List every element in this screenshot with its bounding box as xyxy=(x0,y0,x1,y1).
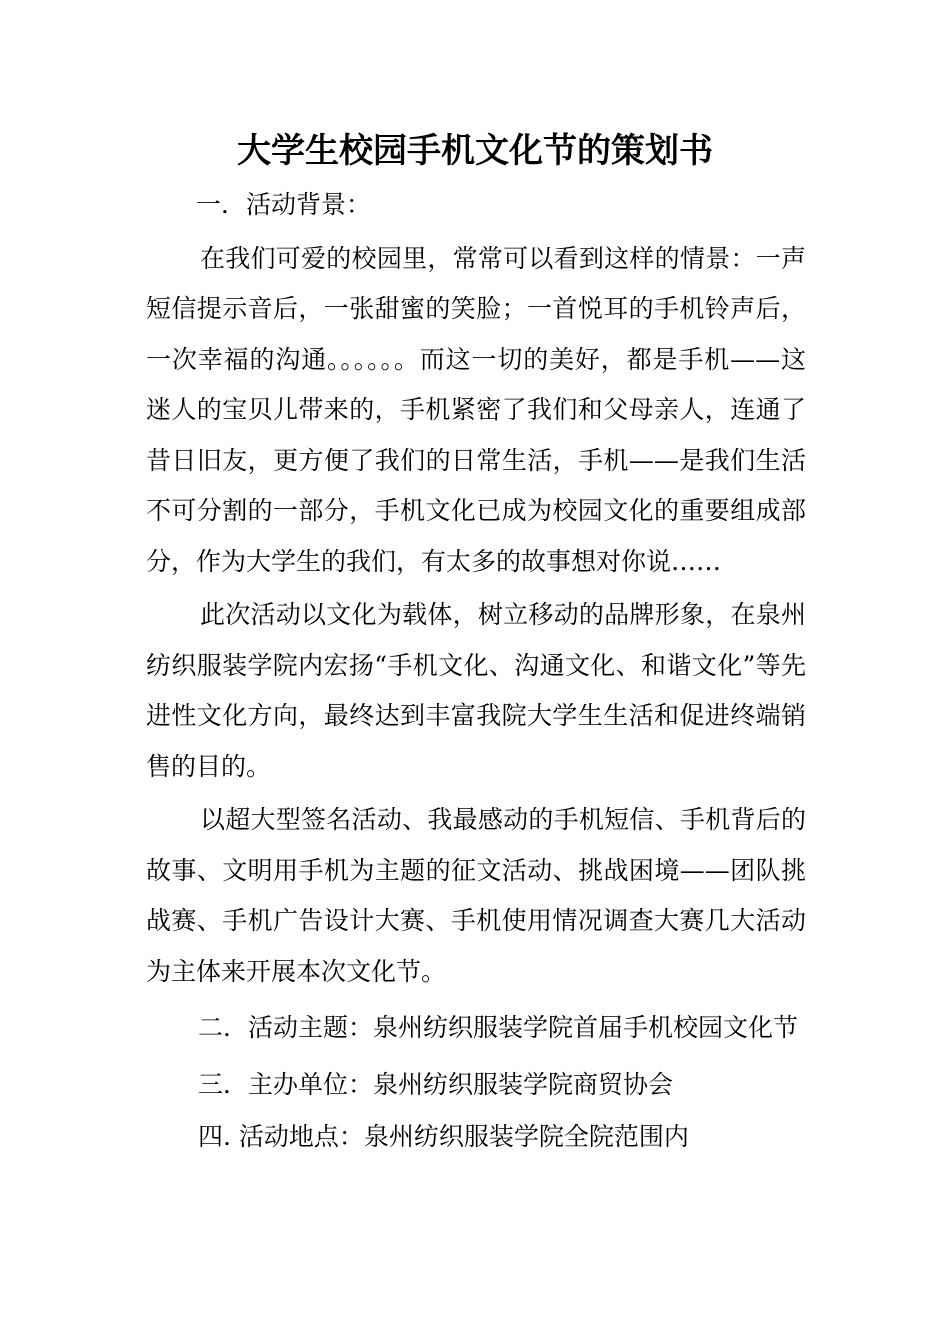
section-location: 四. 活动地点：泉州纺织服装学院全院范围内 xyxy=(198,1122,689,1151)
section-organizer: 三．主办单位：泉州纺织服装学院商贸协会 xyxy=(198,1069,674,1099)
paragraph-2: 此次活动以文化为载体，树立移动的品牌形象，在泉州纺织服装学院内宏扬“手机文化、沟通文化、和谐文化”等先进性文化方向，最终达到丰富我院大学生生活和促进终端销售的目的。 xyxy=(146,600,806,781)
document-title: 大学生校园手机文化节的策划书 xyxy=(237,131,713,171)
section-theme: 二．活动主题：泉州纺织服装学院首届手机校园文化节 xyxy=(198,1013,799,1042)
document-body xyxy=(146,180,806,1163)
paragraph-3: 以超大型签名活动、我最感动的手机短信、手机背后的故事、文明用手机为主题的征文活动、挑战困境——团队挑战赛、手机广告设计大赛、手机使用情况调查大赛几大活动为主体来开展本次文化节。 xyxy=(146,805,806,986)
paragraph-1: 在我们可爱的校园里，常常可以看到这样的情景：一声短信提示音后，一张甜蜜的笑脸；一首悦耳的手机铃声后，一次幸福的沟通。。。。。。而这一切的美好，都是手机——这迷人的宝贝儿带来的，手机紧密了我们和父母亲人，连通了昔日旧友，更方便了我们的日常生活，手机——是我们生活不可分割的一部分，手机文化已成为校园文化的重要组成部分，作为大学生的我们，有太多的故事想对你说…… xyxy=(146,243,806,576)
section-heading-background: 一．活动背景： xyxy=(196,190,372,219)
